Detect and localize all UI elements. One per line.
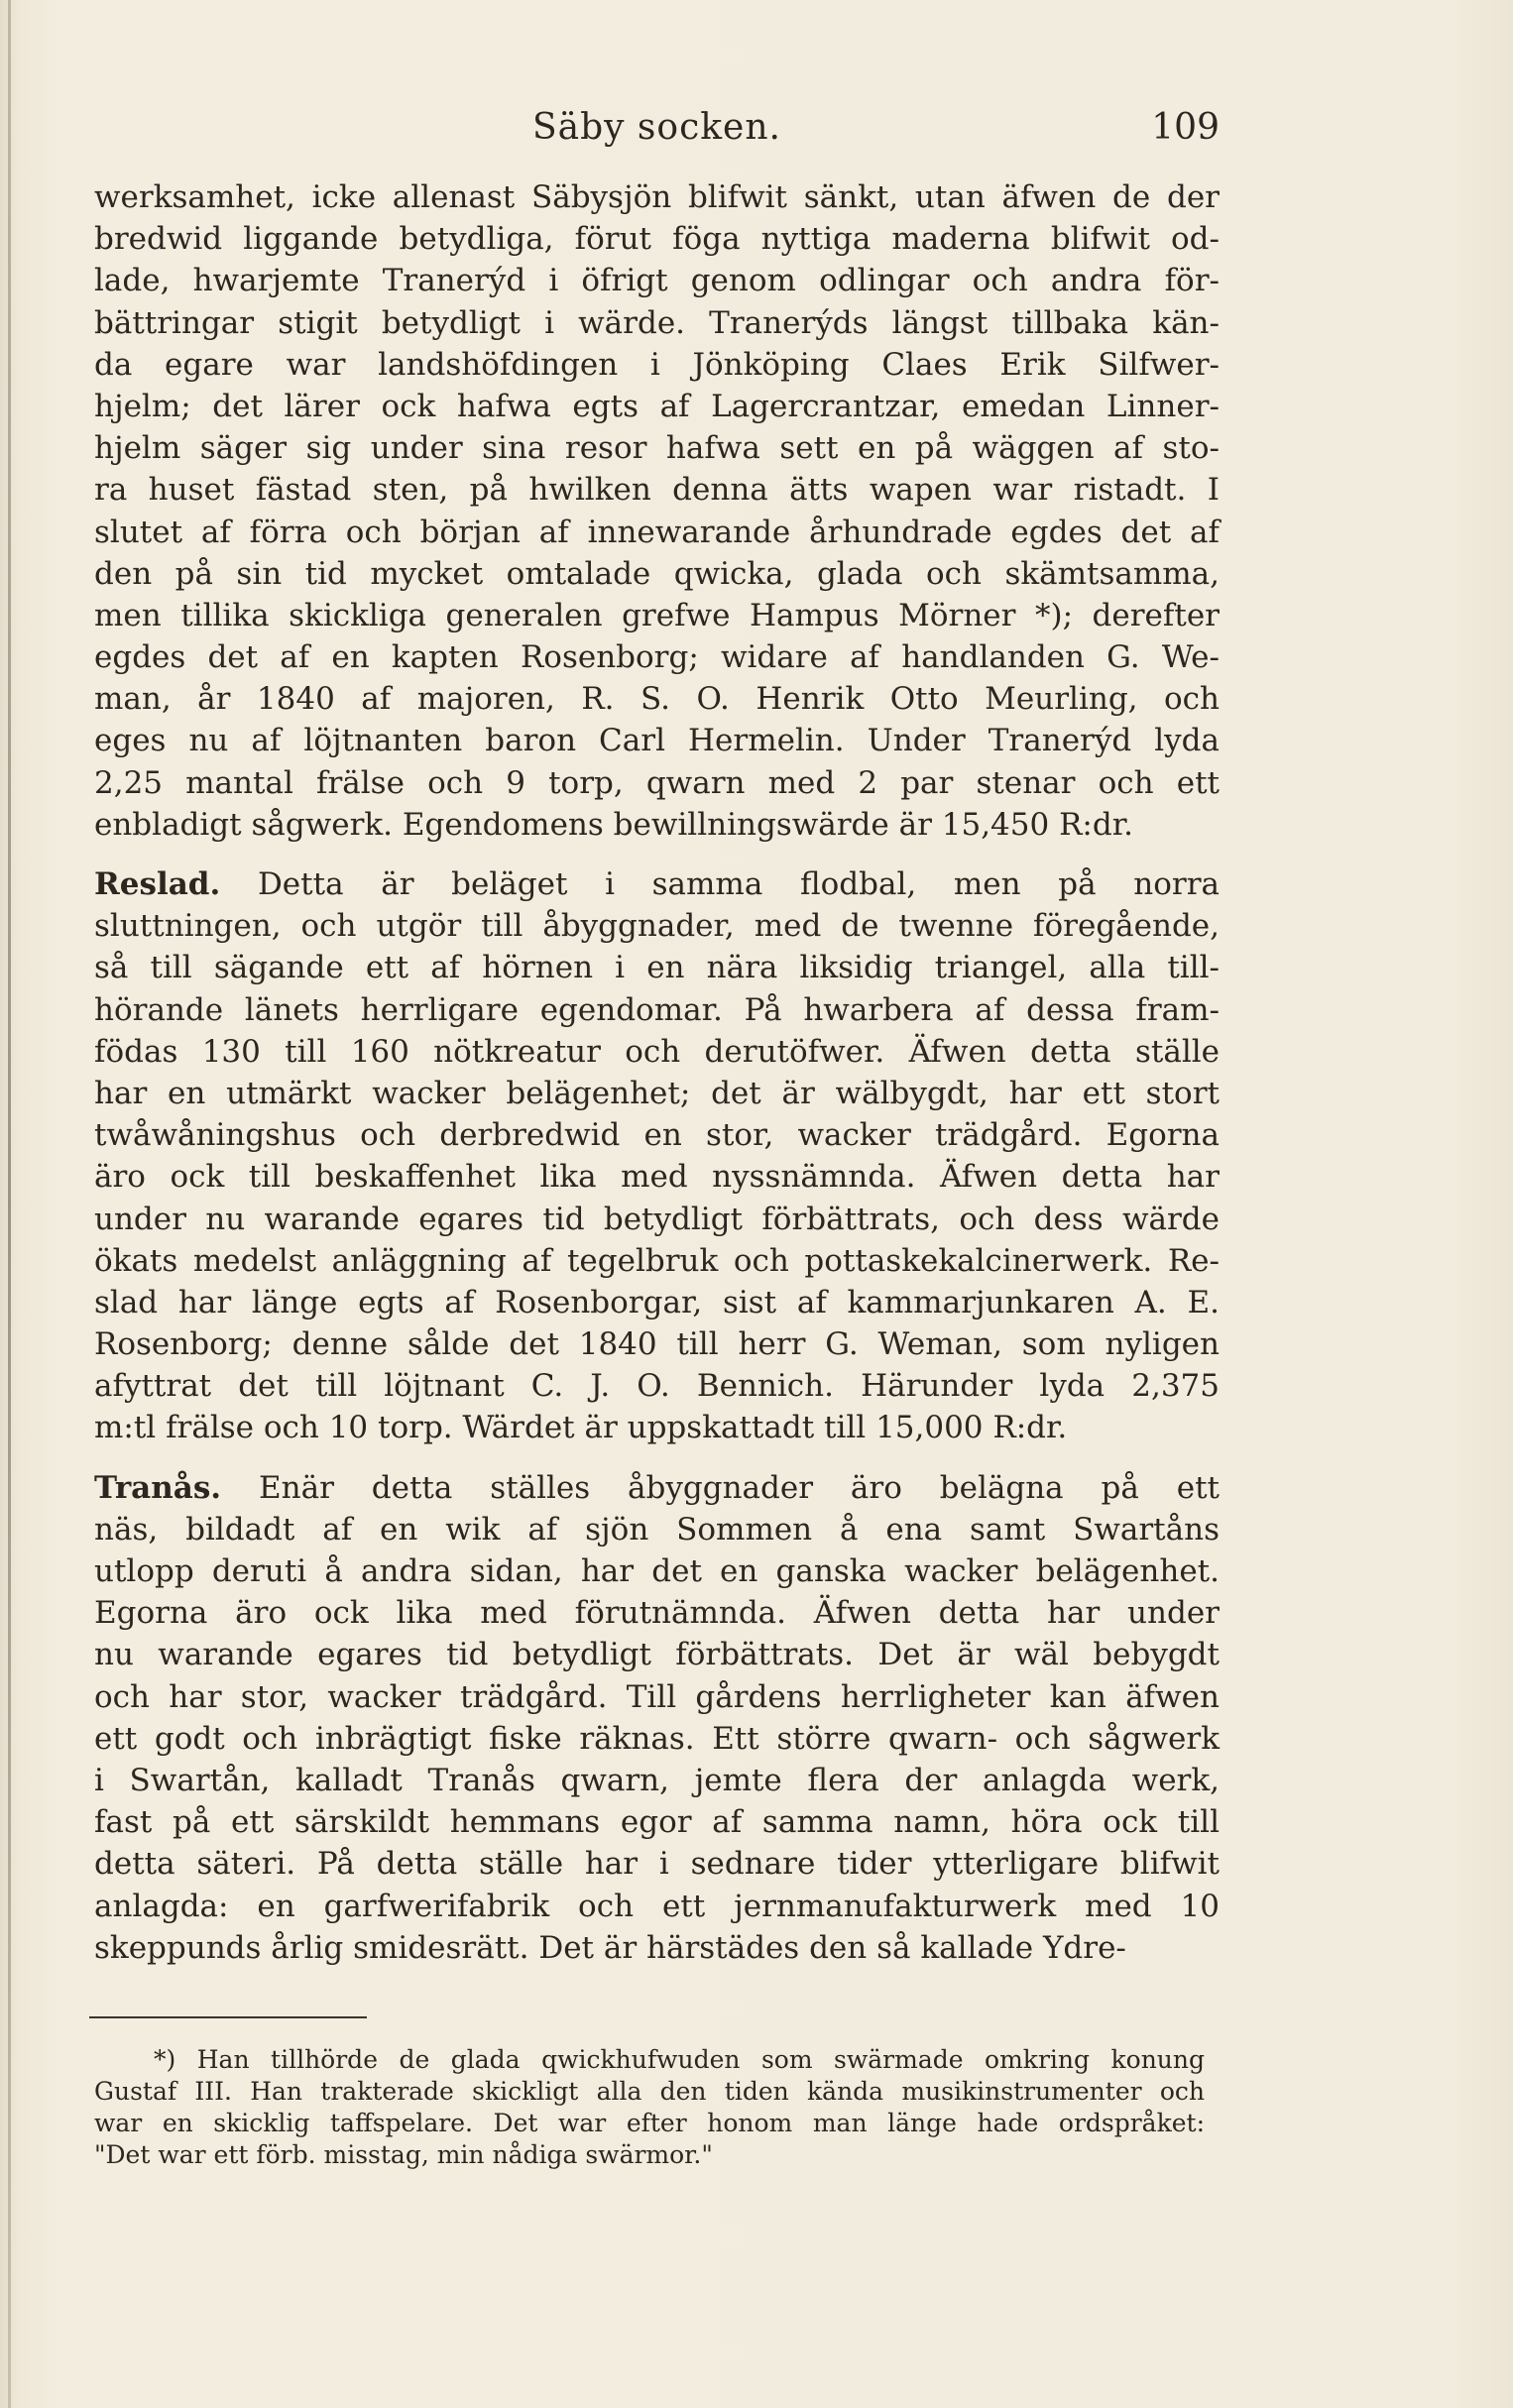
section-tranas-first-line: [94, 1467, 1220, 1509]
body-line: hjelm säger sig under sina resor hafwa sett en på wäggen af sto-: [94, 430, 1220, 467]
body-text: [94, 176, 1220, 1969]
body-line: Rosenborg; denne sålde det 1840 till herr G. Weman, som nyligen: [94, 1326, 1220, 1363]
footnote: [94, 2044, 1205, 2171]
section-reslad-first-line-text: Detta är beläget i samma flodbal, men på norra: [257, 866, 1221, 902]
body-line: den på sin tid mycket omtalade qwicka, glada och skämtsamma,: [94, 555, 1220, 592]
footnote-line: *) Han tillhörde de glada qwickhufwuden som swärmade omkring konung: [154, 2045, 1205, 2074]
body-line: bättringar stigit betydligt i wärde. Tranerýds längst tillbaka kän-: [94, 304, 1220, 341]
page-binding-edge: [8, 0, 11, 2408]
body-line: twåwåningshus och derbredwid en stor, wacker trädgård. Egorna: [94, 1117, 1220, 1154]
section-heading-reslad: Reslad.: [94, 866, 221, 902]
footnote-divider: [89, 2016, 367, 2018]
section-reslad-first-line: [94, 863, 1220, 905]
body-line: da egare war landshöfdingen i Jönköping Claes Erik Silfwer-: [94, 346, 1220, 383]
body-line: och har stor, wacker trädgård. Till gårdens herrligheter kan äfwen: [94, 1678, 1220, 1715]
footnote-line: "Det war ett förb. misstag, min nådiga swärmor.": [94, 2140, 713, 2169]
body-line: ra huset fästad sten, på hwilken denna ätts wapen war ristadt. I: [94, 472, 1220, 509]
body-line: ökats medelst anläggning af tegelbruk och pottaskekalcinerwerk. Re-: [94, 1242, 1220, 1279]
body-line: slad har länge egts af Rosenborgar, sist af kammarjunkaren A. E.: [94, 1284, 1220, 1320]
body-line: egdes det af en kapten Rosenborg; widare af handlanden G. We-: [94, 639, 1220, 676]
body-line: m:tl frälse och 10 torp. Wärdet är uppskattadt till 15,000 R:dr.: [94, 1410, 1068, 1446]
body-line: bredwid liggande betydliga, förut föga nyttiga maderna blifwit od-: [94, 221, 1220, 258]
body-line: äro ock till beskaffenhet lika med nyssnämnda. Äfwen detta har: [94, 1159, 1220, 1196]
body-line: anlagda: en garfwerifabrik och ett jernmanufakturwerk med 10: [94, 1888, 1220, 1924]
page-header: [94, 107, 1220, 157]
body-line: afyttrat det till löjtnant C. J. O. Bennich. Härunder lyda 2,375: [94, 1368, 1220, 1405]
body-line: man, år 1840 af majoren, R. S. O. Henrik Otto Meurling, och: [94, 681, 1220, 718]
body-line: utlopp deruti å andra sidan, har det en ganska wacker belägenhet.: [94, 1553, 1220, 1589]
body-line: enbladigt sågwerk. Egendomens bewillningswärde är 15,450 R:dr.: [94, 806, 1133, 843]
body-line: werksamhet, icke allenast Säbysjön blifwit sänkt, utan äfwen de der: [94, 179, 1220, 215]
body-line: näs, bildadt af en wik af sjön Sommen å ena samt Swartåns: [94, 1511, 1220, 1548]
body-line: födas 130 till 160 nötkreatur och derutöfwer. Äfwen detta ställe: [94, 1033, 1220, 1070]
body-line: skeppunds årlig smidesrätt. Det är härstädes den så kallade Ydre-: [94, 1929, 1126, 1966]
body-line: men tillika skickliga generalen grefwe Hampus Mörner *); derefter: [94, 597, 1220, 633]
body-line: hörande länets herrligare egendomar. På hwarbera af dessa fram-: [94, 991, 1220, 1028]
footnote-line: Gustaf III. Han trakterade skickligt alla den tiden kända musikinstrumenter och: [94, 2077, 1205, 2106]
section-heading-tranas: Tranås.: [94, 1469, 222, 1506]
body-line: nu warande egares tid betydligt förbättrats. Det är wäl bebygdt: [94, 1637, 1220, 1673]
body-line: i Swartån, kalladt Tranås qwarn, jemte flera der anlagda werk,: [94, 1762, 1220, 1798]
page-number: 109: [1151, 107, 1220, 148]
body-line: under nu warande egares tid betydligt förbättrats, och dess wärde: [94, 1201, 1220, 1237]
body-line: eges nu af löjtnanten baron Carl Hermelin. Under Tranerýd lyda: [94, 723, 1220, 759]
section-tranas-first-line-text: Enär detta ställes åbyggnader äro belägna på ett: [259, 1469, 1220, 1506]
body-line: Egorna äro ock lika med förutnämnda. Äfwen detta har under: [94, 1595, 1220, 1632]
running-head: Säby socken.: [531, 107, 781, 148]
body-line: 2,25 mantal frälse och 9 torp, qwarn med 2 par stenar och ett: [94, 764, 1220, 801]
body-line: detta säteri. På detta ställe har i sednare tider ytterligare blifwit: [94, 1846, 1220, 1883]
body-line: ett godt och inbrägtigt fiske räknas. Ett större qwarn- och sågwerk: [94, 1720, 1220, 1757]
footnote-line: war en skicklig taffspelare. Det war efter honom man länge hade ordspråket:: [94, 2109, 1205, 2137]
body-line: sluttningen, och utgör till åbyggnader, med de twenne föregående,: [94, 908, 1220, 945]
body-line: fast på ett särskildt hemmans egor af samma namn, höra ock till: [94, 1804, 1220, 1841]
body-line: så till sägande ett af hörnen i en nära liksidig triangel, alla till-: [94, 950, 1220, 986]
body-line: slutet af förra och början af innewarande århundrade egdes det af: [94, 514, 1220, 550]
body-line: har en utmärkt wacker belägenhet; det är wälbygdt, har ett stort: [94, 1075, 1220, 1111]
body-line: hjelm; det lärer ock hafwa egts af Lagercrantzar, emedan Linner-: [94, 388, 1220, 424]
body-line: lade, hwarjemte Tranerýd i öfrigt genom odlingar och andra för-: [94, 263, 1220, 299]
